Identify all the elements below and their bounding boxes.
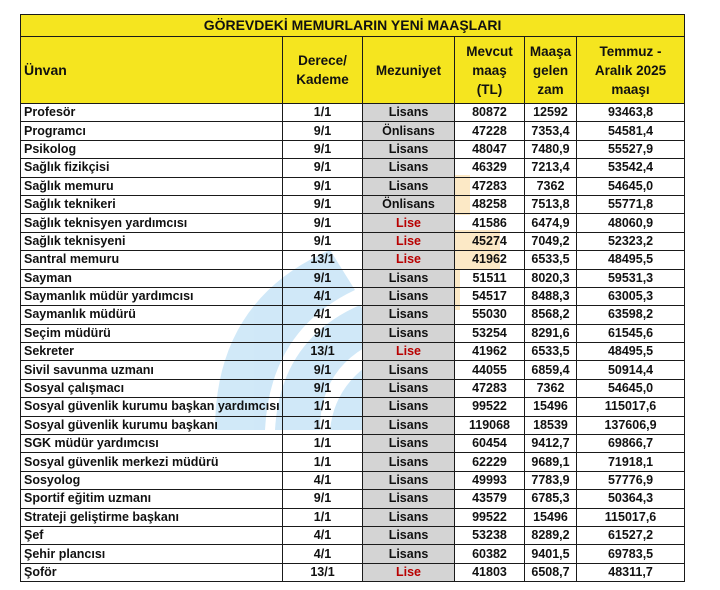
cell-mezuniyet: Lise bbox=[363, 214, 455, 232]
table-row bbox=[21, 545, 685, 563]
header-mevcut: Mevcut maaş (TL) bbox=[455, 37, 525, 104]
cell-yeni: 115017,6 bbox=[577, 508, 685, 526]
table-row bbox=[21, 269, 685, 287]
cell-zam: 8568,2 bbox=[525, 306, 577, 324]
cell-yeni: 48060,9 bbox=[577, 214, 685, 232]
cell-mevcut: 99522 bbox=[455, 508, 525, 526]
table-row bbox=[21, 343, 685, 361]
table-row bbox=[21, 306, 685, 324]
cell-mezuniyet: Lise bbox=[363, 251, 455, 269]
cell-derece: 9/1 bbox=[283, 232, 363, 250]
cell-mevcut: 41803 bbox=[455, 563, 525, 581]
cell-unvan: Sosyal güvenlik kurumu başkan yardımcısı bbox=[21, 398, 283, 416]
cell-mevcut: 55030 bbox=[455, 306, 525, 324]
cell-unvan: Sosyal güvenlik kurumu başkanı bbox=[21, 416, 283, 434]
cell-mevcut: 47283 bbox=[455, 177, 525, 195]
table-title: GÖREVDEKİ MEMURLARIN YENİ MAAŞLARI bbox=[21, 15, 685, 37]
cell-zam: 7783,9 bbox=[525, 471, 577, 489]
table-row bbox=[21, 232, 685, 250]
cell-unvan: Sosyolog bbox=[21, 471, 283, 489]
cell-derece: 4/1 bbox=[283, 471, 363, 489]
table-row bbox=[21, 398, 685, 416]
cell-derece: 13/1 bbox=[283, 251, 363, 269]
cell-zam: 15496 bbox=[525, 508, 577, 526]
cell-yeni: 52323,2 bbox=[577, 232, 685, 250]
table-row bbox=[21, 195, 685, 213]
cell-zam: 8488,3 bbox=[525, 287, 577, 305]
table-row bbox=[21, 140, 685, 158]
cell-yeni: 61545,6 bbox=[577, 324, 685, 342]
header-mezuniyet: Mezuniyet bbox=[363, 37, 455, 104]
cell-mezuniyet: Lise bbox=[363, 343, 455, 361]
cell-zam: 8289,2 bbox=[525, 526, 577, 544]
cell-zam: 7513,8 bbox=[525, 195, 577, 213]
cell-derece: 9/1 bbox=[283, 122, 363, 140]
table-row bbox=[21, 526, 685, 544]
cell-unvan: Strateji geliştirme başkanı bbox=[21, 508, 283, 526]
cell-mezuniyet: Lise bbox=[363, 563, 455, 581]
cell-yeni: 69783,5 bbox=[577, 545, 685, 563]
cell-unvan: Sağlık memuru bbox=[21, 177, 283, 195]
cell-mevcut: 48047 bbox=[455, 140, 525, 158]
cell-zam: 7049,2 bbox=[525, 232, 577, 250]
cell-zam: 9689,1 bbox=[525, 453, 577, 471]
table-row bbox=[21, 563, 685, 581]
header-derece: Derece/ Kademe bbox=[283, 37, 363, 104]
cell-mevcut: 51511 bbox=[455, 269, 525, 287]
table-row bbox=[21, 287, 685, 305]
cell-mezuniyet: Lisans bbox=[363, 177, 455, 195]
cell-yeni: 55771,8 bbox=[577, 195, 685, 213]
table-row bbox=[21, 324, 685, 342]
cell-unvan: Programcı bbox=[21, 122, 283, 140]
cell-unvan: Sağlık teknisyen yardımcısı bbox=[21, 214, 283, 232]
table-row bbox=[21, 104, 685, 122]
cell-unvan: Saymanlık müdür yardımcısı bbox=[21, 287, 283, 305]
cell-unvan: Psikolog bbox=[21, 140, 283, 158]
cell-yeni: 63005,3 bbox=[577, 287, 685, 305]
cell-unvan: Seçim müdürü bbox=[21, 324, 283, 342]
cell-yeni: 54581,4 bbox=[577, 122, 685, 140]
cell-derece: 4/1 bbox=[283, 545, 363, 563]
table-row bbox=[21, 508, 685, 526]
table-row bbox=[21, 251, 685, 269]
table-row bbox=[21, 159, 685, 177]
cell-mevcut: 53238 bbox=[455, 526, 525, 544]
cell-mezuniyet: Lisans bbox=[363, 287, 455, 305]
cell-mevcut: 41962 bbox=[455, 251, 525, 269]
cell-mezuniyet: Önlisans bbox=[363, 195, 455, 213]
cell-derece: 13/1 bbox=[283, 343, 363, 361]
cell-mevcut: 60454 bbox=[455, 435, 525, 453]
cell-mezuniyet: Önlisans bbox=[363, 122, 455, 140]
cell-yeni: 55527,9 bbox=[577, 140, 685, 158]
cell-zam: 9401,5 bbox=[525, 545, 577, 563]
cell-yeni: 137606,9 bbox=[577, 416, 685, 434]
cell-mevcut: 41962 bbox=[455, 343, 525, 361]
cell-zam: 7362 bbox=[525, 177, 577, 195]
cell-mevcut: 44055 bbox=[455, 361, 525, 379]
cell-derece: 9/1 bbox=[283, 177, 363, 195]
cell-zam: 6533,5 bbox=[525, 251, 577, 269]
cell-mezuniyet: Lisans bbox=[363, 140, 455, 158]
cell-mevcut: 80872 bbox=[455, 104, 525, 122]
cell-zam: 8291,6 bbox=[525, 324, 577, 342]
cell-zam: 6859,4 bbox=[525, 361, 577, 379]
cell-zam: 6533,5 bbox=[525, 343, 577, 361]
cell-derece: 9/1 bbox=[283, 269, 363, 287]
cell-yeni: 50364,3 bbox=[577, 490, 685, 508]
cell-derece: 4/1 bbox=[283, 287, 363, 305]
cell-derece: 9/1 bbox=[283, 159, 363, 177]
cell-yeni: 54645,0 bbox=[577, 177, 685, 195]
header-unvan: Ünvan bbox=[21, 37, 283, 104]
cell-yeni: 50914,4 bbox=[577, 361, 685, 379]
cell-mezuniyet: Lisans bbox=[363, 526, 455, 544]
cell-derece: 1/1 bbox=[283, 398, 363, 416]
cell-yeni: 63598,2 bbox=[577, 306, 685, 324]
table-row bbox=[21, 177, 685, 195]
cell-derece: 9/1 bbox=[283, 324, 363, 342]
cell-mevcut: 48258 bbox=[455, 195, 525, 213]
cell-yeni: 48311,7 bbox=[577, 563, 685, 581]
cell-zam: 7362 bbox=[525, 379, 577, 397]
cell-mezuniyet: Lisans bbox=[363, 416, 455, 434]
cell-zam: 7213,4 bbox=[525, 159, 577, 177]
cell-derece: 4/1 bbox=[283, 526, 363, 544]
cell-zam: 6785,3 bbox=[525, 490, 577, 508]
cell-derece: 4/1 bbox=[283, 306, 363, 324]
cell-yeni: 57776,9 bbox=[577, 471, 685, 489]
cell-mezuniyet: Lisans bbox=[363, 453, 455, 471]
cell-mezuniyet: Lisans bbox=[363, 379, 455, 397]
cell-mezuniyet: Lisans bbox=[363, 159, 455, 177]
cell-mezuniyet: Lisans bbox=[363, 435, 455, 453]
cell-mevcut: 99522 bbox=[455, 398, 525, 416]
cell-unvan: Sosyal çalışmacı bbox=[21, 379, 283, 397]
cell-unvan: Sportif eğitim uzmanı bbox=[21, 490, 283, 508]
cell-mevcut: 119068 bbox=[455, 416, 525, 434]
table-row bbox=[21, 379, 685, 397]
cell-mezuniyet: Lisans bbox=[363, 545, 455, 563]
cell-derece: 1/1 bbox=[283, 435, 363, 453]
cell-mevcut: 49993 bbox=[455, 471, 525, 489]
cell-unvan: Sağlık teknisyeni bbox=[21, 232, 283, 250]
cell-unvan: Sivil savunma uzmanı bbox=[21, 361, 283, 379]
cell-mezuniyet: Lisans bbox=[363, 324, 455, 342]
cell-unvan: Şef bbox=[21, 526, 283, 544]
table-row bbox=[21, 214, 685, 232]
header-yeni: Temmuz - Aralık 2025 maaşı bbox=[577, 37, 685, 104]
cell-derece: 1/1 bbox=[283, 416, 363, 434]
cell-yeni: 61527,2 bbox=[577, 526, 685, 544]
table-row bbox=[21, 490, 685, 508]
cell-derece: 13/1 bbox=[283, 563, 363, 581]
cell-mevcut: 60382 bbox=[455, 545, 525, 563]
cell-zam: 9412,7 bbox=[525, 435, 577, 453]
cell-unvan: Santral memuru bbox=[21, 251, 283, 269]
cell-unvan: Sosyal güvenlik merkezi müdürü bbox=[21, 453, 283, 471]
cell-yeni: 93463,8 bbox=[577, 104, 685, 122]
table-row bbox=[21, 122, 685, 140]
cell-mevcut: 45274 bbox=[455, 232, 525, 250]
cell-yeni: 69866,7 bbox=[577, 435, 685, 453]
cell-mezuniyet: Lise bbox=[363, 232, 455, 250]
cell-unvan: Sekreter bbox=[21, 343, 283, 361]
cell-unvan: Saymanlık müdürü bbox=[21, 306, 283, 324]
cell-unvan: Sağlık teknikeri bbox=[21, 195, 283, 213]
cell-derece: 9/1 bbox=[283, 490, 363, 508]
cell-derece: 1/1 bbox=[283, 508, 363, 526]
cell-yeni: 53542,4 bbox=[577, 159, 685, 177]
cell-unvan: Şehir plancısı bbox=[21, 545, 283, 563]
cell-mezuniyet: Lisans bbox=[363, 104, 455, 122]
cell-mevcut: 62229 bbox=[455, 453, 525, 471]
cell-yeni: 59531,3 bbox=[577, 269, 685, 287]
table-row bbox=[21, 416, 685, 434]
cell-yeni: 115017,6 bbox=[577, 398, 685, 416]
cell-mevcut: 43579 bbox=[455, 490, 525, 508]
cell-derece: 9/1 bbox=[283, 214, 363, 232]
table-row bbox=[21, 435, 685, 453]
cell-mevcut: 47283 bbox=[455, 379, 525, 397]
cell-mezuniyet: Lisans bbox=[363, 471, 455, 489]
cell-mezuniyet: Lisans bbox=[363, 508, 455, 526]
cell-mevcut: 46329 bbox=[455, 159, 525, 177]
salary-table bbox=[20, 14, 685, 582]
cell-zam: 18539 bbox=[525, 416, 577, 434]
cell-mevcut: 53254 bbox=[455, 324, 525, 342]
cell-zam: 6508,7 bbox=[525, 563, 577, 581]
cell-unvan: Profesör bbox=[21, 104, 283, 122]
cell-zam: 12592 bbox=[525, 104, 577, 122]
cell-mezuniyet: Lisans bbox=[363, 306, 455, 324]
cell-unvan: SGK müdür yardımcısı bbox=[21, 435, 283, 453]
cell-mezuniyet: Lisans bbox=[363, 361, 455, 379]
cell-mevcut: 47228 bbox=[455, 122, 525, 140]
cell-derece: 9/1 bbox=[283, 379, 363, 397]
cell-derece: 9/1 bbox=[283, 195, 363, 213]
table-row bbox=[21, 453, 685, 471]
cell-unvan: Sayman bbox=[21, 269, 283, 287]
cell-yeni: 54645,0 bbox=[577, 379, 685, 397]
cell-mezuniyet: Lisans bbox=[363, 490, 455, 508]
cell-mezuniyet: Lisans bbox=[363, 398, 455, 416]
cell-mevcut: 54517 bbox=[455, 287, 525, 305]
cell-zam: 15496 bbox=[525, 398, 577, 416]
cell-derece: 1/1 bbox=[283, 104, 363, 122]
cell-yeni: 71918,1 bbox=[577, 453, 685, 471]
cell-derece: 9/1 bbox=[283, 361, 363, 379]
cell-derece: 9/1 bbox=[283, 140, 363, 158]
cell-zam: 6474,9 bbox=[525, 214, 577, 232]
cell-unvan: Sağlık fizikçisi bbox=[21, 159, 283, 177]
cell-yeni: 48495,5 bbox=[577, 343, 685, 361]
cell-zam: 7480,9 bbox=[525, 140, 577, 158]
cell-yeni: 48495,5 bbox=[577, 251, 685, 269]
table-row bbox=[21, 471, 685, 489]
cell-mezuniyet: Lisans bbox=[363, 269, 455, 287]
header-zam: Maaşa gelen zam bbox=[525, 37, 577, 104]
cell-derece: 1/1 bbox=[283, 453, 363, 471]
cell-mevcut: 41586 bbox=[455, 214, 525, 232]
cell-zam: 7353,4 bbox=[525, 122, 577, 140]
table-row bbox=[21, 361, 685, 379]
cell-unvan: Şoför bbox=[21, 563, 283, 581]
cell-zam: 8020,3 bbox=[525, 269, 577, 287]
